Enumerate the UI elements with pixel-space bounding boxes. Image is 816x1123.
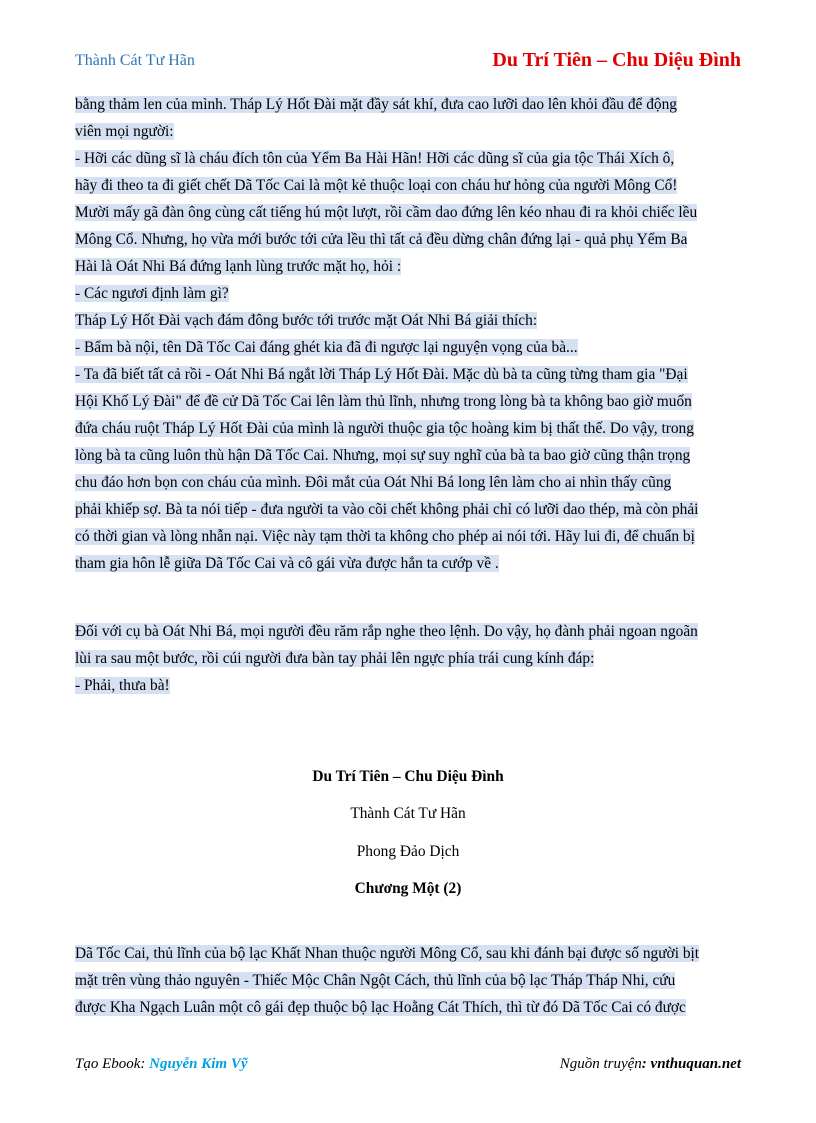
chapter-book-title: Thành Cát Tư Hãn <box>350 805 466 822</box>
chapter-translator: Phong Đảo Dịch <box>356 843 460 860</box>
text-line: Dã Tốc Cai, thủ lĩnh của bộ lạc Khất Nhan thuộc người Mông Cổ, sau khi đánh bại được số người bịt <box>75 945 700 962</box>
ebook-label: Tạo Ebook <box>75 1056 141 1072</box>
text-line: - Phải, thưa bà! <box>75 677 170 694</box>
ebook-author-link[interactable]: Nguyễn Kim Vỹ <box>149 1056 248 1072</box>
chapter-title: Chương Một (2) <box>354 880 462 897</box>
text-line: - Ta đã biết tất cả rồi - Oát Nhi Bá ngắt lời Tháp Lý Hốt Đài. Mặc dù bà ta cũng từng tham gia "Đại <box>75 366 688 383</box>
paragraph-block-1 <box>75 91 745 577</box>
text-line: Mông Cổ. Nhưng, họ vừa mới bước tới cửa lều thì tất cả đều dừng chân đứng lại - quả phụ Yểm Ba <box>75 231 688 248</box>
chapter-authors: Du Trí Tiên – Chu Diệu Đình <box>312 768 504 785</box>
text-line: được Kha Ngạch Luân một cô gái đẹp thuộc bộ lạc Hoằng Cát Thích, thì từ đó Dã Tốc Cai có được <box>75 999 686 1016</box>
footer-ebook-credit: Tạo Ebook: Nguyễn Kim Vỹ <box>75 1056 248 1072</box>
text-line: - Bẩm bà nội, tên Dã Tốc Cai đáng ghét kia đã đi ngược lại nguyện vọng của bà... <box>75 339 578 356</box>
text-line: mặt trên vùng thảo nguyên - Thiếc Mộc Chân Ngột Cách, thủ lĩnh của bộ lạc Tháp Tháp Nhi, cứu <box>75 972 676 989</box>
text-line: Hài là Oát Nhi Bá đứng lạnh lùng trước mặt họ, hỏi : <box>75 258 402 275</box>
text-line: bằng thảm len của mình. Tháp Lý Hốt Đài mặt đầy sát khí, đưa cao lưỡi dao lên khỏi đầu để động <box>75 96 677 113</box>
text-line: chu đáo hơn bọn con cháu của mình. Đôi mắt của Oát Nhi Bá long lên làm cho ai nhìn thấy cũng <box>75 474 672 491</box>
header-book-title: Thành Cát Tư Hãn <box>75 52 195 69</box>
source-label: Nguồn truyện <box>559 1056 642 1072</box>
footer-source-credit: Nguồn truyện: vnthuquan.net <box>559 1056 741 1072</box>
text-line: có thời gian và lòng nhẫn nại. Việc này tạm thời ta không cho phép ai nói tới. Hãy lui đi, để chuẩn bị <box>75 528 695 545</box>
text-line: - Hỡi các dũng sĩ là cháu đích tôn của Yểm Ba Hài Hãn! Hỡi các dũng sĩ của gia tộc Thái Xích ô, <box>75 150 675 167</box>
text-line: lùi ra sau một bước, rồi cúi người đưa bàn tay phải lên ngực phía trái cung kính đáp: <box>75 650 595 667</box>
text-line: Đối với cụ bà Oát Nhi Bá, mọi người đều răm rắp nghe theo lệnh. Do vậy, họ đành phải ngoan ngoãn <box>75 623 698 640</box>
text-line: - Các ngươi định làm gì? <box>75 285 229 302</box>
header-authors: Du Trí Tiên – Chu Diệu Đình <box>492 49 741 71</box>
text-line: hãy đi theo ta đi giết chết Dã Tốc Cai là một kẻ thuộc loại con cháu hư hỏng của người Mông Cổ! <box>75 177 678 194</box>
text-line: Hội Khố Lý Đài" để đề cử Dã Tốc Cai lên làm thủ lĩnh, nhưng trong lòng bà ta không bao giờ muốn <box>75 393 692 410</box>
text-line: lòng bà ta cũng luôn thù hận Dã Tốc Cai. Nhưng, mọi sự suy nghĩ của bà ta bao giờ cũng thận trọng <box>75 447 691 464</box>
text-line: tham gia hôn lễ giữa Dã Tốc Cai và cô gái vừa được hắn ta cướp về . <box>75 555 499 572</box>
text-line: Mười mấy gã đàn ông cùng cất tiếng hú một lượt, rồi cầm dao đứng lên kéo nhau đi ra khỏi chiếc lều <box>75 204 698 221</box>
paragraph-block-3 <box>75 940 745 1021</box>
text-line: phải khiếp sợ. Bà ta nói tiếp - đưa người ta vào cõi chết không phải chỉ có lưỡi dao thép, mà còn phải <box>75 501 699 518</box>
paragraph-block-2 <box>75 618 745 699</box>
text-line: viên mọi người: <box>75 123 174 140</box>
text-line: Tháp Lý Hốt Đài vạch đám đông bước tới trước mặt Oát Nhi Bá giải thích: <box>75 312 538 329</box>
text-line: đứa cháu ruột Tháp Lý Hốt Đài của mình là người thuộc gia tộc hoàng kim bị thất thế. Do vậy, trong <box>75 420 694 437</box>
source-site: vnthuquan.net <box>650 1056 741 1072</box>
